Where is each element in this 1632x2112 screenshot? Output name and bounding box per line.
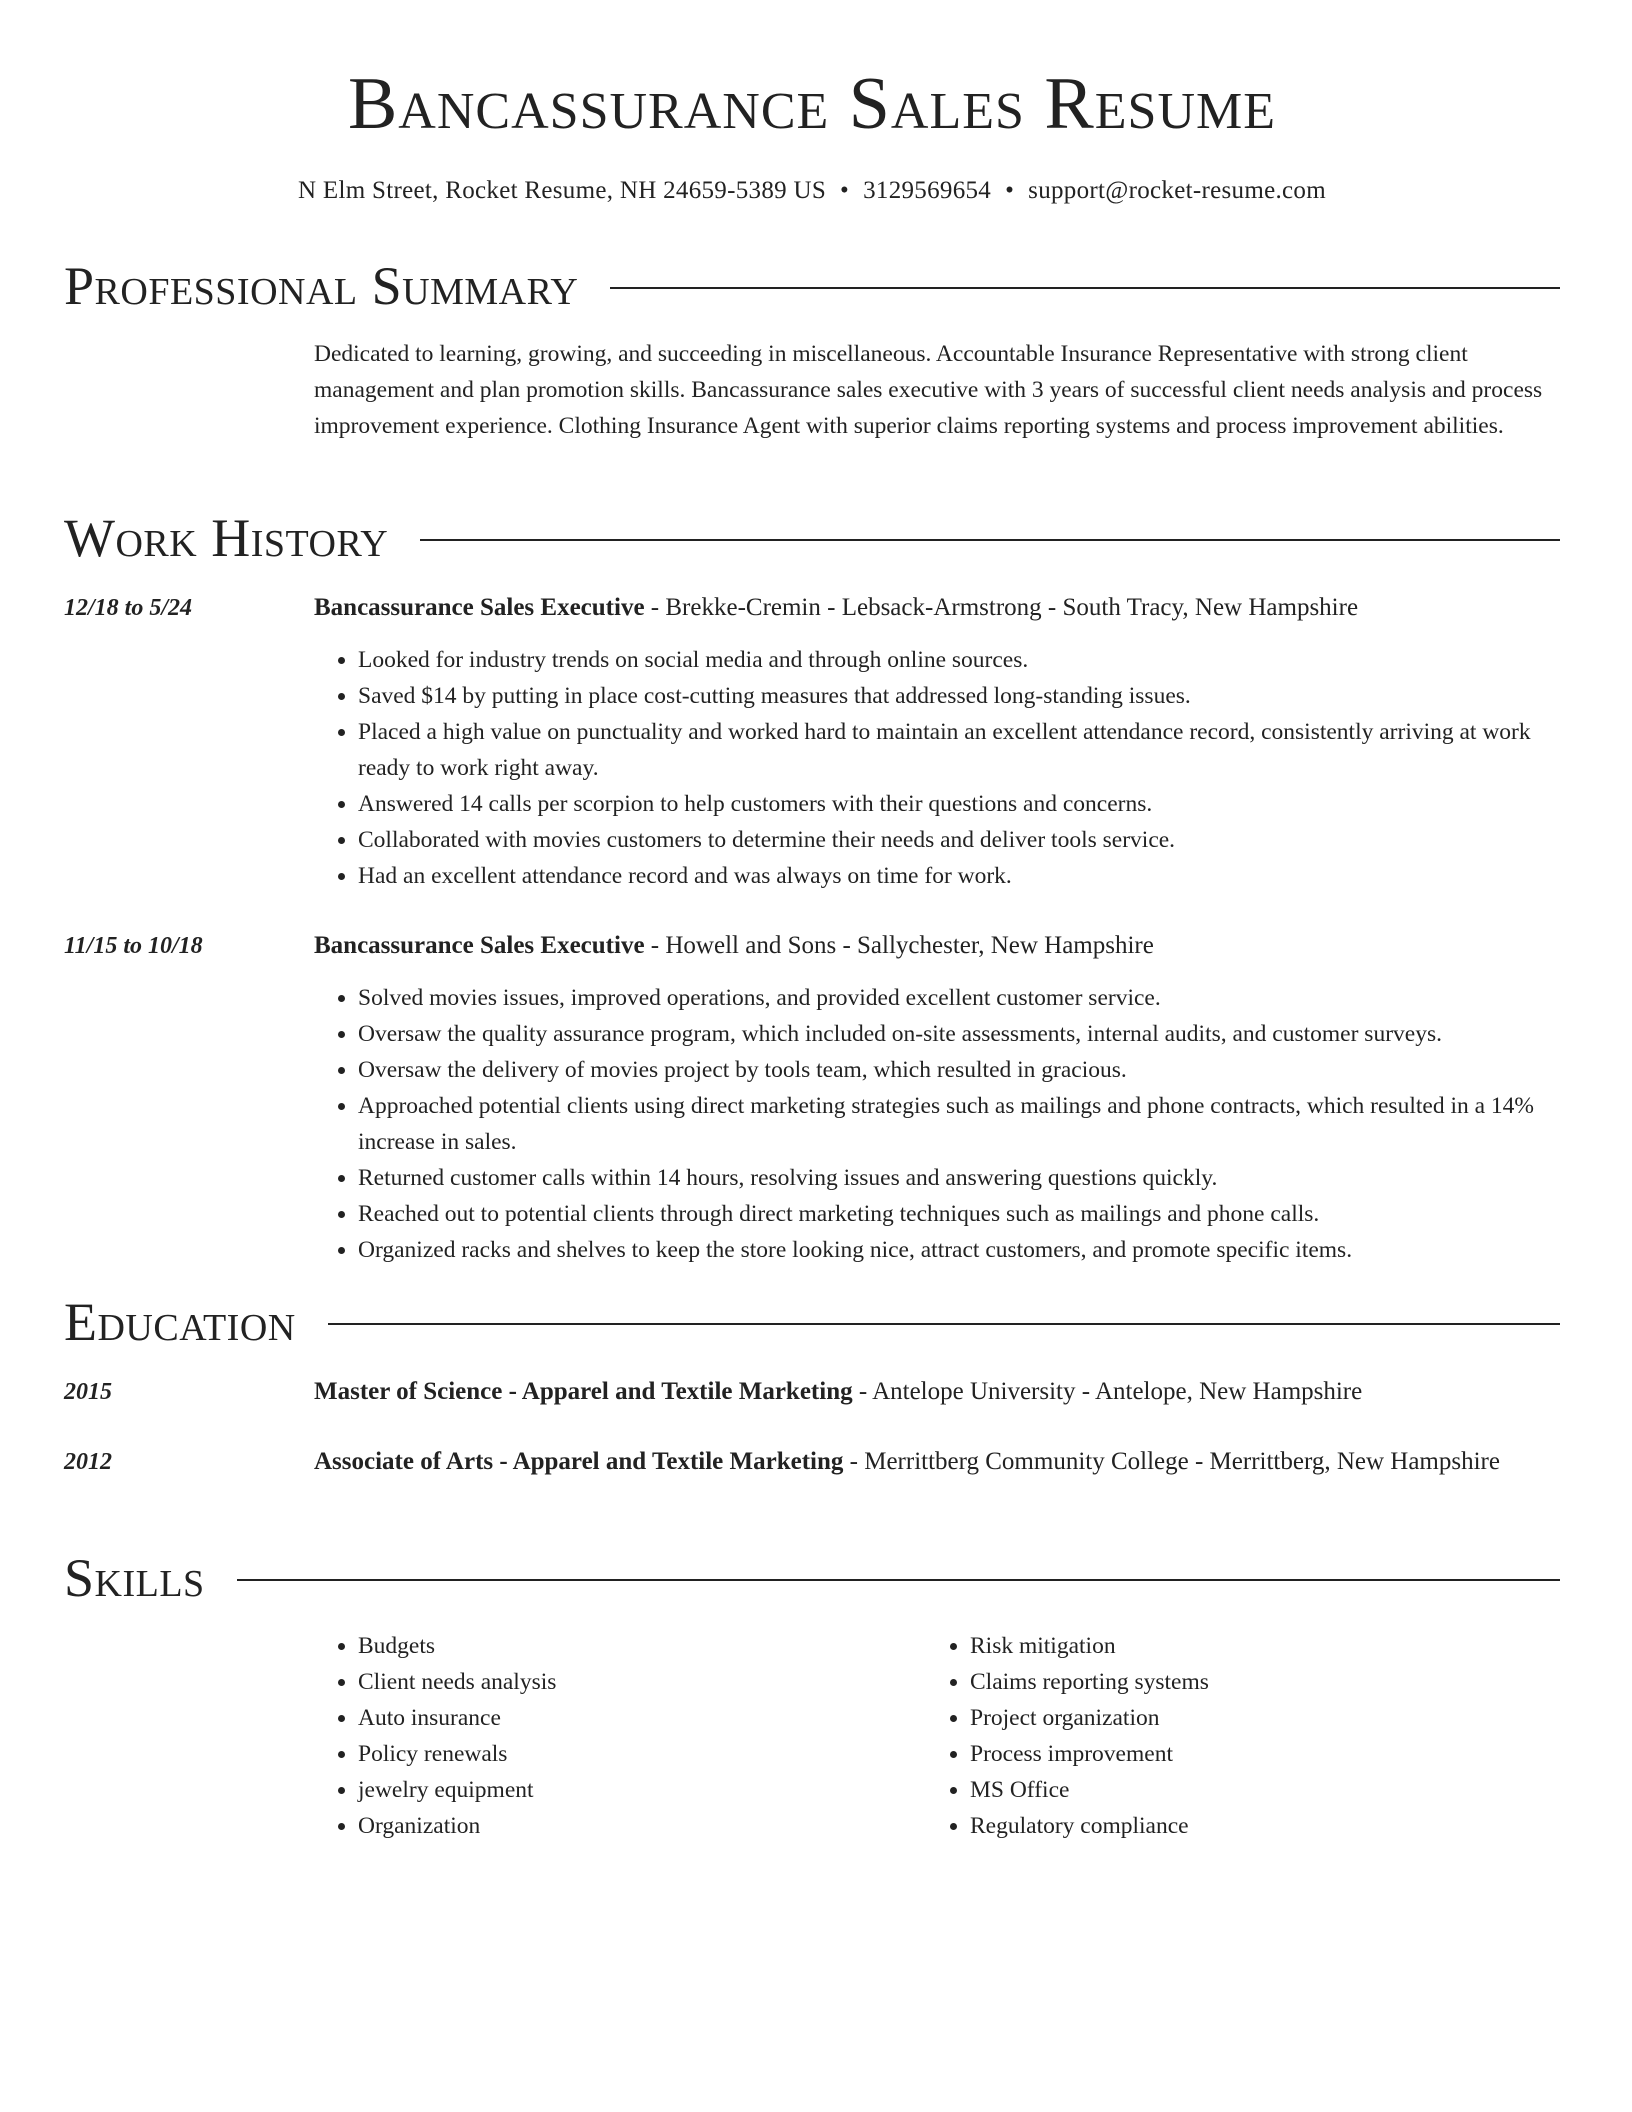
education-details: - Antelope University - Antelope, New Hampshire [852,1378,1363,1405]
skills-list-left [314,1628,914,1844]
job-dates: 11/15 to 10/18 [64,933,203,959]
skill-item: • jewelry equipment [358,1772,914,1808]
education-heading [314,1372,1560,1412]
list-item: • Organized racks and shelves to keep the store looking nice, attract customers, and promote specific items. [358,1232,1560,1268]
section-divider [610,287,1560,289]
section-divider [328,1323,1560,1325]
list-item: • Saved $14 by putting in place cost-cutting measures that addressed long-standing issues. [358,678,1560,714]
list-item: • Looked for industry trends on social media and through online sources. [358,642,1560,678]
skill-item: • Risk mitigation [970,1628,1526,1664]
list-item: • Oversaw the delivery of movies project by tools team, which resulted in gracious. [358,1052,1560,1088]
summary-section-header [64,256,1560,316]
skills-list-right [926,1628,1526,1844]
skill-item: • Client needs analysis [358,1664,914,1700]
contact-separator: • [1005,177,1015,204]
list-item: • Reached out to potential clients through direct marketing techniques such as mailings and phone calls. [358,1196,1560,1232]
job-bullets [314,642,1560,894]
section-title: Professional Summary [64,256,579,316]
job-details: - Howell and Sons - Sallychester, New Hampshire [644,932,1154,959]
list-item: • Approached potential clients using direct marketing strategies such as mailings and phone contracts, which resulted in a 14% increase in sales. [358,1088,1560,1160]
education-details: - Merrittberg Community College - Merrittberg, New Hampshire [843,1448,1500,1475]
list-item: • Collaborated with movies customers to determine their needs and deliver tools service. [358,822,1560,858]
skill-item: • Organization [358,1808,914,1844]
skill-item: • Project organization [970,1700,1526,1736]
list-item: • Solved movies issues, improved operations, and provided excellent customer service. [358,980,1560,1016]
education-section-header [64,1292,1560,1352]
list-item: • Returned customer calls within 14 hours, resolving issues and answering questions quickly. [358,1160,1560,1196]
education-degree: Associate of Arts - Apparel and Textile Marketing [314,1448,844,1475]
education-degree: Master of Science - Apparel and Textile Marketing [314,1378,853,1405]
section-title: Work History [64,508,389,568]
contact-line [64,174,1560,208]
section-title: Education [64,1292,296,1352]
skill-item: • MS Office [970,1772,1526,1808]
contact-separator: • [840,177,850,204]
resume-title: Bancassurance Sales Resume [347,63,1277,145]
list-item: • Placed a high value on punctuality and worked hard to maintain an excellent attendance record, consistently arriving at work ready to work right away. [358,714,1560,786]
skill-item: • Claims reporting systems [970,1664,1526,1700]
education-heading [314,1442,1560,1482]
education-year: 2012 [64,1449,112,1475]
contact-phone: 3129569654 [863,177,992,204]
skill-item: • Auto insurance [358,1700,914,1736]
list-item: • Answered 14 calls per scorpion to help customers with their questions and concerns. [358,786,1560,822]
job-heading [314,926,1560,966]
list-item: • Oversaw the quality assurance program, which included on-site assessments, internal audits, and customer surveys. [358,1016,1560,1052]
summary-text: Dedicated to learning, growing, and succeeding in miscellaneous. Accountable Insurance Representative with strong client management and plan promotion skills. Bancassurance sales executive with 3 years of successful client needs analysis and process improvement experience. Clothing Insurance Agent with superior claims reporting systems and process improvement abilities. [314,341,1543,439]
skill-item: • Regulatory compliance [970,1808,1526,1844]
education-year: 2015 [64,1379,112,1405]
job-heading [314,588,1560,628]
job-details: - Brekke-Cremin - Lebsack-Armstrong - South Tracy, New Hampshire [644,594,1359,621]
list-item: • Had an excellent attendance record and was always on time for work. [358,858,1560,894]
job-bullets [314,980,1560,1268]
job-role: Bancassurance Sales Executive [314,932,645,959]
skill-item: • Process improvement [970,1736,1526,1772]
contact-email: support@rocket-resume.com [1028,177,1326,204]
job-role: Bancassurance Sales Executive [314,594,645,621]
section-title: Skills [64,1548,205,1608]
skills-section-header [64,1548,1560,1608]
contact-address: N Elm Street, Rocket Resume, NH 24659-5389 US [298,177,827,204]
work-section-header [64,508,1560,568]
section-divider [420,539,1560,541]
skill-item: • Policy renewals [358,1736,914,1772]
job-dates: 12/18 to 5/24 [64,595,193,621]
skill-item: • Budgets [358,1628,914,1664]
section-divider [237,1579,1560,1581]
